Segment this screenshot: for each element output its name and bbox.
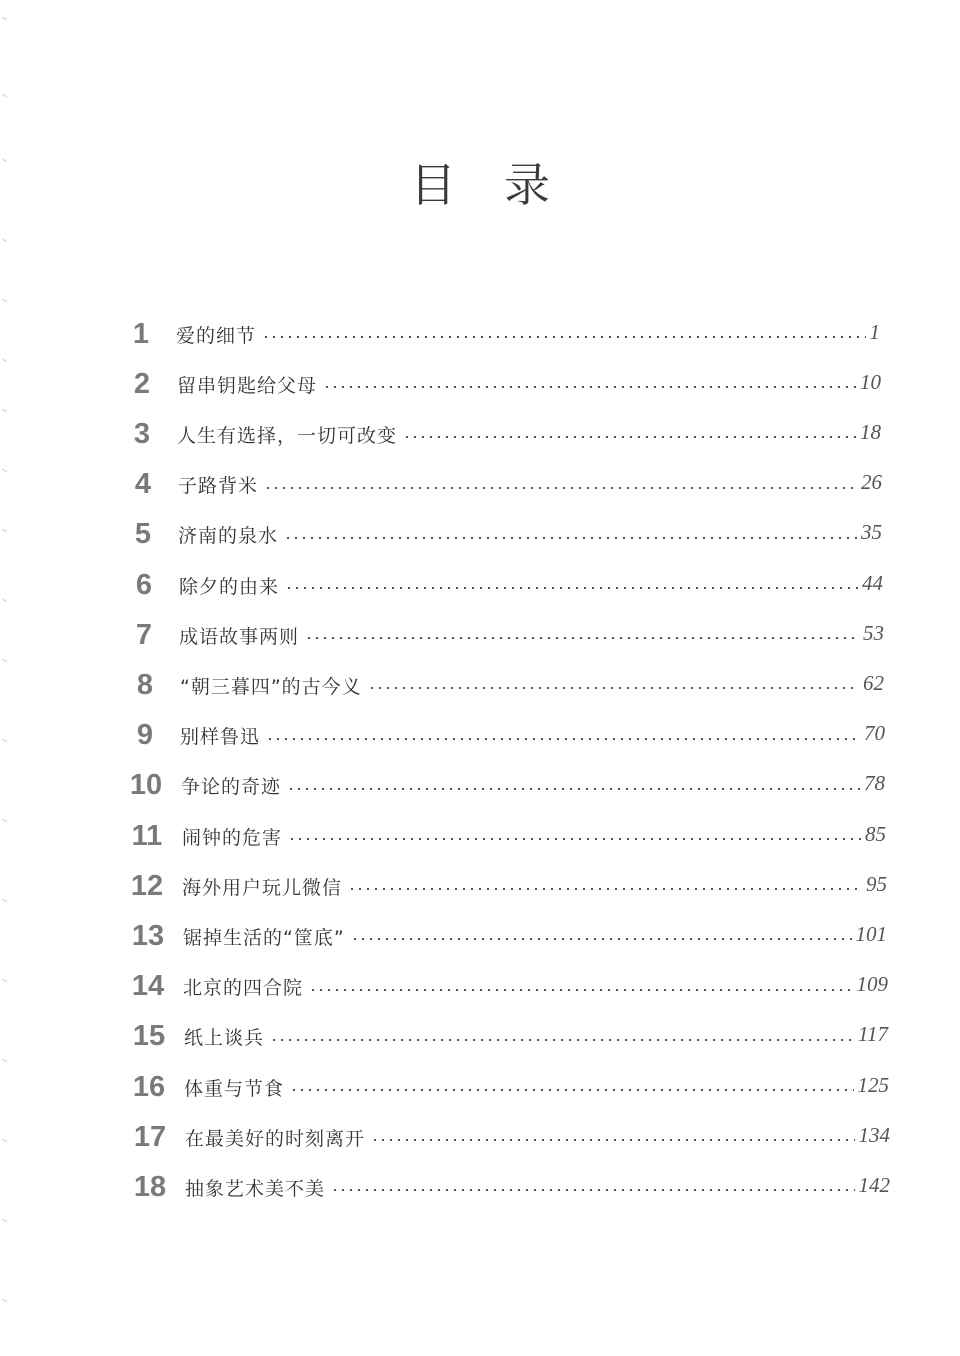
dot-leader xyxy=(285,587,858,589)
chapter-number: 16 xyxy=(132,1070,166,1103)
chapter-title: 争论的奇迹 xyxy=(181,776,282,799)
dot-leader xyxy=(403,436,856,438)
dot-leader xyxy=(284,537,857,539)
chapter-number: 8 xyxy=(136,668,154,701)
chapter-title: 闹钟的危害 xyxy=(182,826,283,849)
toc-entry[interactable] xyxy=(116,665,884,705)
page-title: 目录 xyxy=(410,157,598,212)
chapter-number: 12 xyxy=(130,869,164,902)
page-number: 10 xyxy=(860,369,881,394)
dot-leader xyxy=(266,738,860,740)
toc-entry[interactable] xyxy=(118,866,887,906)
chapter-title: 在最美好的时刻离开 xyxy=(185,1127,366,1150)
dot-leader xyxy=(288,838,861,840)
page-number: 70 xyxy=(864,721,885,746)
chapter-title: 北京的四合院 xyxy=(183,977,304,1000)
page-number: 142 xyxy=(858,1172,890,1197)
chapter-title: 子路背米 xyxy=(178,475,259,498)
dot-leader xyxy=(331,1189,854,1191)
page-number: 26 xyxy=(861,470,882,495)
page-number: 62 xyxy=(863,670,884,695)
toc-entry[interactable] xyxy=(112,314,880,354)
chapter-number: 6 xyxy=(135,568,153,601)
dot-leader xyxy=(262,336,865,338)
page-number: 117 xyxy=(858,1022,888,1047)
chapter-title: 纸上谈兵 xyxy=(184,1027,265,1050)
toc-entry[interactable] xyxy=(119,916,887,956)
page-number: 78 xyxy=(864,771,885,796)
chapter-title: 人生有选择，一切可改变 xyxy=(177,424,398,447)
dot-leader xyxy=(351,938,852,940)
chapter-number: 13 xyxy=(131,919,165,952)
page-number: 35 xyxy=(861,520,882,545)
chapter-number: 17 xyxy=(133,1120,167,1153)
toc-entry[interactable] xyxy=(118,816,886,856)
chapter-title: 除夕的由来 xyxy=(179,575,280,598)
toc-entry[interactable] xyxy=(115,615,884,655)
chapter-title: 体重与节食 xyxy=(184,1077,285,1100)
toc-entry[interactable] xyxy=(115,565,883,605)
toc-entry[interactable] xyxy=(120,1067,889,1107)
toc-entry[interactable] xyxy=(113,414,881,454)
dot-leader xyxy=(264,487,857,489)
dot-leader xyxy=(309,989,852,991)
page-number: 18 xyxy=(860,419,881,444)
page-number: 101 xyxy=(855,921,887,946)
toc-entry[interactable] xyxy=(114,465,882,505)
chapter-number: 5 xyxy=(134,518,152,551)
chapter-title: “朝三暮四”的古今义 xyxy=(180,675,362,698)
toc-entry[interactable] xyxy=(119,967,888,1007)
toc-entry[interactable] xyxy=(121,1117,890,1157)
chapter-title: 济南的泉水 xyxy=(178,525,279,548)
page-number: 85 xyxy=(865,821,886,846)
dot-leader xyxy=(287,788,860,790)
page-number: 44 xyxy=(862,570,883,595)
toc-entry[interactable] xyxy=(117,766,885,806)
chapter-title: 锯掉生活的“筐底” xyxy=(183,926,345,949)
dot-leader xyxy=(305,637,859,639)
toc-entry[interactable] xyxy=(116,716,885,756)
chapter-number: 15 xyxy=(132,1020,166,1053)
chapter-number: 3 xyxy=(133,417,151,450)
chapter-number: 2 xyxy=(133,367,151,400)
page-number: 95 xyxy=(866,871,887,896)
chapter-number: 10 xyxy=(129,769,163,802)
toc-entry[interactable] xyxy=(120,1017,888,1057)
page-number: 134 xyxy=(858,1122,890,1147)
chapter-number: 4 xyxy=(134,468,152,501)
page-number: 125 xyxy=(857,1072,889,1097)
chapter-number: 9 xyxy=(136,719,154,752)
chapter-title: 成语故事两则 xyxy=(179,625,300,648)
dot-leader xyxy=(371,1139,854,1141)
chapter-number: 11 xyxy=(131,819,163,852)
toc-entry[interactable] xyxy=(113,364,881,404)
page-number: 1 xyxy=(869,319,880,344)
dot-leader xyxy=(270,1039,854,1041)
dot-leader xyxy=(368,687,859,689)
chapter-number: 18 xyxy=(133,1170,167,1203)
chapter-title: 别样鲁迅 xyxy=(180,726,261,749)
chapter-title: 爱的细节 xyxy=(176,324,257,347)
toc-entry[interactable] xyxy=(114,515,882,555)
toc-entry[interactable] xyxy=(121,1167,890,1207)
chapter-title: 留串钥匙给父母 xyxy=(177,374,318,397)
chapter-number: 1 xyxy=(132,317,150,350)
chapter-number: 7 xyxy=(135,618,153,651)
page-number: 53 xyxy=(863,620,884,645)
chapter-title: 海外用户玩儿微信 xyxy=(182,876,343,899)
chapter-title: 抽象艺术美不美 xyxy=(185,1177,326,1200)
dot-leader xyxy=(323,386,856,388)
dot-leader xyxy=(290,1089,853,1091)
page-number: 109 xyxy=(856,972,888,997)
chapter-number: 14 xyxy=(131,970,165,1003)
dot-leader xyxy=(348,888,862,890)
